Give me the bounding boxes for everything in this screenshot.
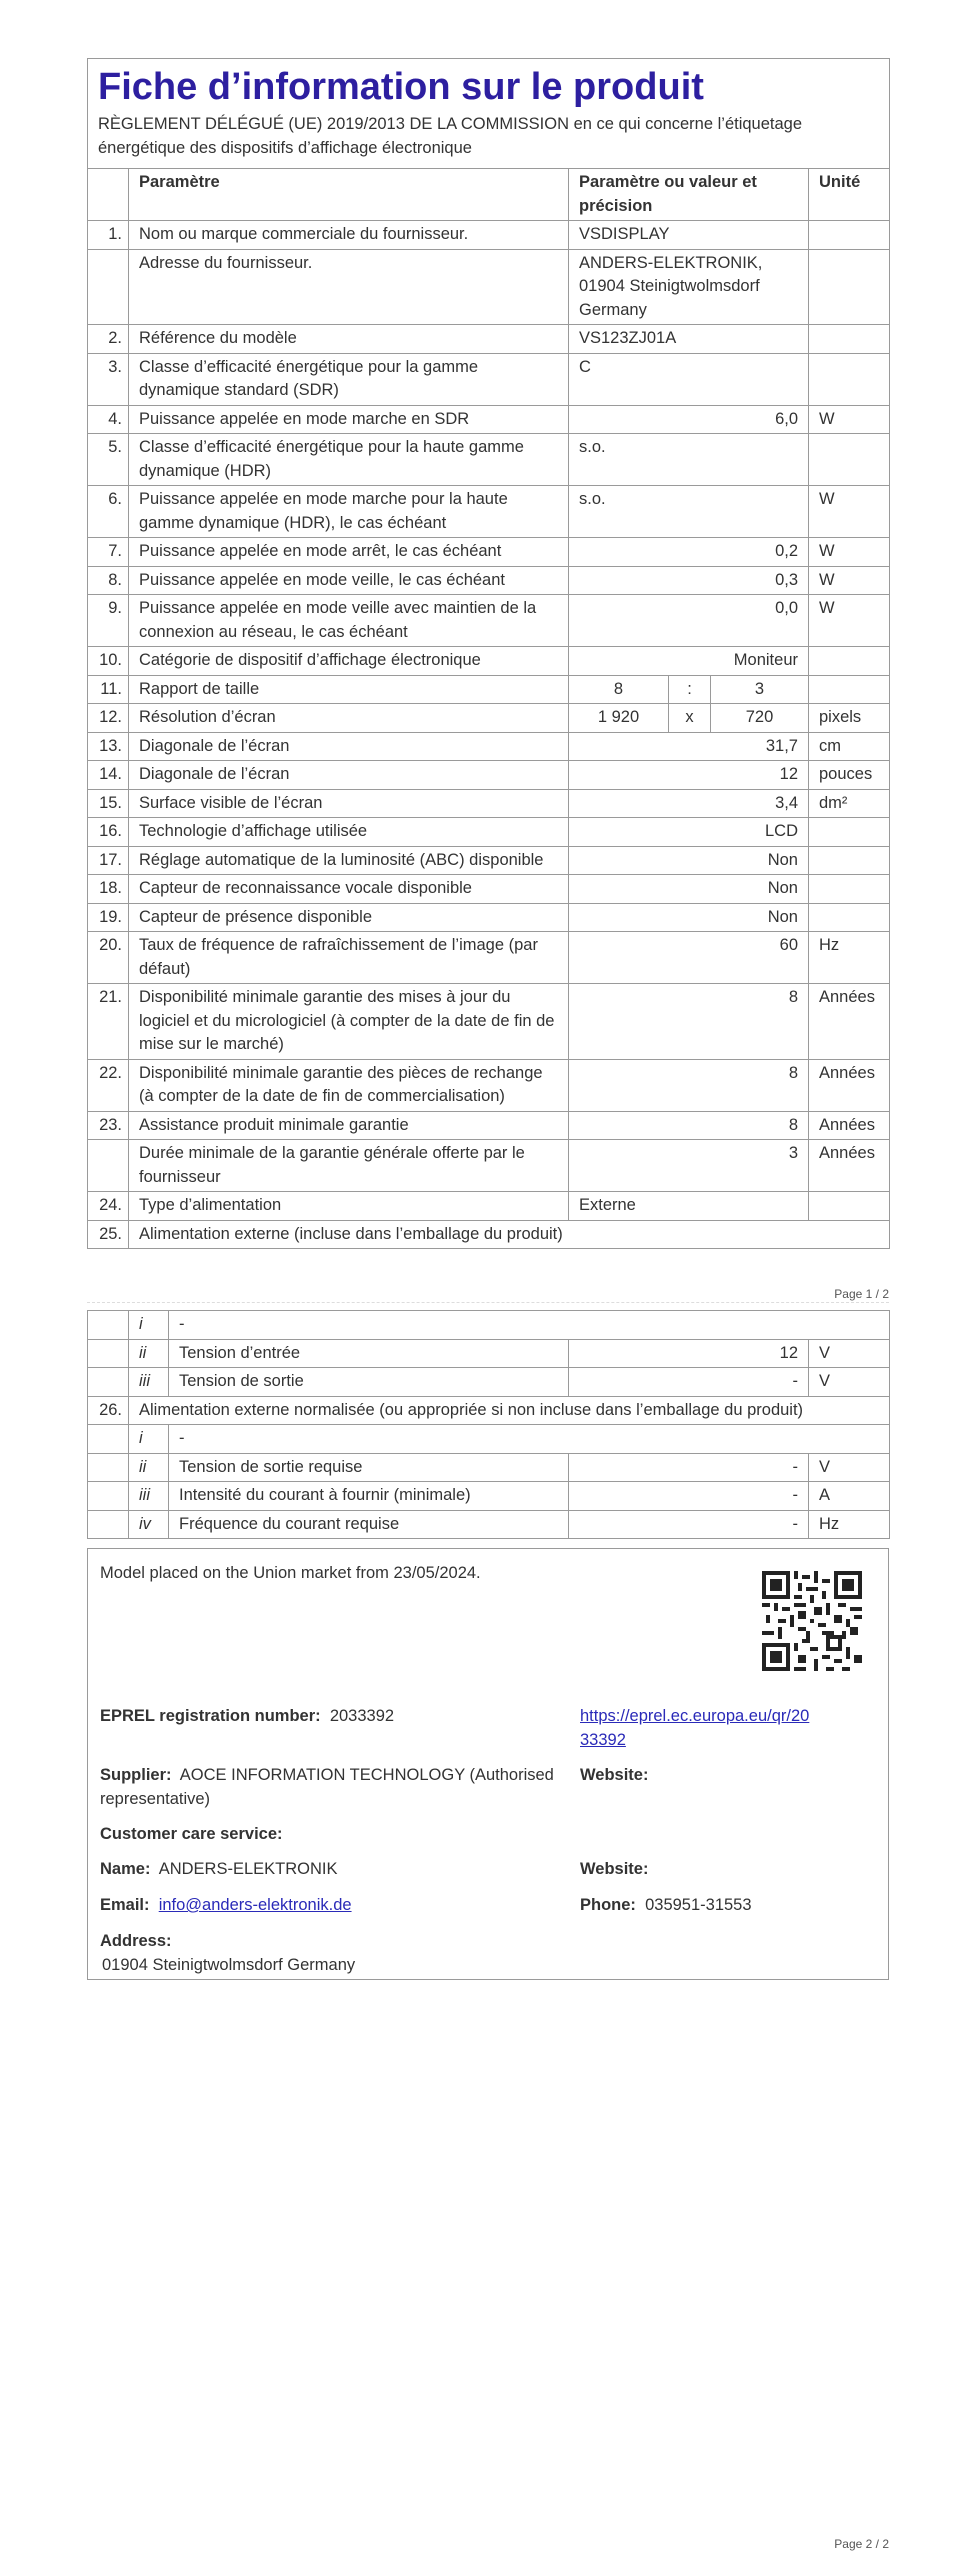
- title-cell: [88, 59, 890, 169]
- table-row: [88, 1140, 890, 1192]
- sub-index: iii: [129, 1368, 169, 1397]
- row-number: [88, 1140, 129, 1192]
- row-unit: [809, 221, 890, 250]
- sub-unit: Hz: [809, 1510, 890, 1539]
- header-value: Paramètre ou valeur et précision: [569, 169, 809, 221]
- table-row: [88, 221, 890, 250]
- row-unit: W: [809, 486, 890, 538]
- row-unit: [809, 325, 890, 354]
- header-unit: Unité: [809, 169, 890, 221]
- row-param: Résolution d’écran: [129, 704, 569, 733]
- supplier-value-cont: representative): [100, 1790, 211, 1808]
- row-number: 6.: [88, 486, 129, 538]
- row-value-a: 1 920: [569, 704, 669, 733]
- row-number: 13.: [88, 732, 129, 761]
- table-row: [88, 566, 890, 595]
- row-unit: [809, 846, 890, 875]
- row-number: 26.: [88, 1396, 129, 1425]
- row-number: 7.: [88, 538, 129, 567]
- row-value-sep: :: [669, 675, 711, 704]
- phone-label: Phone:: [580, 1896, 636, 1914]
- sub-index: i: [129, 1425, 169, 1454]
- row-unit: pouces: [809, 761, 890, 790]
- row-number: 2.: [88, 325, 129, 354]
- sub-index: ii: [129, 1339, 169, 1368]
- row-param: Capteur de présence disponible: [129, 903, 569, 932]
- row-param: Alimentation externe (incluse dans l’emballage du produit): [129, 1220, 890, 1249]
- row-number: 10.: [88, 647, 129, 676]
- row-number: 15.: [88, 789, 129, 818]
- row-number: 21.: [88, 984, 129, 1060]
- row-unit: W: [809, 595, 890, 647]
- product-fiche-page2: [87, 1310, 889, 1539]
- row-param: Classe d’efficacité énergétique pour la gamme dynamique standard (SDR): [129, 353, 569, 405]
- row-value: Externe: [569, 1192, 809, 1221]
- table-row: [88, 1311, 890, 1340]
- page-subtitle: RÈGLEMENT DÉLÉGUÉ (UE) 2019/2013 DE LA COMMISSION en ce qui concerne l’étiquetage énergétique des dispositifs d’affichage électronique: [98, 115, 803, 157]
- phone-value: 035951-31553: [645, 1896, 752, 1914]
- row-unit: [809, 434, 890, 486]
- name-line: [100, 1857, 338, 1881]
- sub-index: i: [129, 1311, 169, 1340]
- table-row: [88, 1111, 890, 1140]
- eprel-link[interactable]: https://eprel.ec.europa.eu/qr/20: [580, 1707, 810, 1725]
- row-param: Puissance appelée en mode veille, le cas échéant: [129, 566, 569, 595]
- row-param: Disponibilité minimale garantie des mises à jour du logiciel et du micrologiciel (à compter de la date de fin de mise sur le marché): [129, 984, 569, 1060]
- supplier-line: [100, 1763, 570, 1811]
- sub-value: 12: [569, 1339, 809, 1368]
- product-info-table: [87, 58, 890, 1249]
- row-value: 3: [569, 1140, 809, 1192]
- table-row: [88, 761, 890, 790]
- row-value: 8: [569, 984, 809, 1060]
- table-row: [88, 1368, 890, 1397]
- sub-unit: V: [809, 1339, 890, 1368]
- table-row: [88, 1220, 890, 1249]
- row-number: 12.: [88, 704, 129, 733]
- row-number: [88, 1482, 129, 1511]
- qr-code-icon[interactable]: [762, 1571, 862, 1671]
- sub-param: Tension d’entrée: [169, 1339, 569, 1368]
- row-number: [88, 1339, 129, 1368]
- row-value-b: 720: [711, 704, 809, 733]
- row-value: LCD: [569, 818, 809, 847]
- eprel-link-block: [580, 1704, 809, 1752]
- row-param: Durée minimale de la garantie générale offerte par le fournisseur: [129, 1140, 569, 1192]
- row-number: 5.: [88, 434, 129, 486]
- address-value: 01904 Steinigtwolmsdorf Germany: [102, 1956, 356, 1974]
- table-row: [88, 538, 890, 567]
- supplier-info-box: [87, 1548, 889, 1980]
- table-row: [88, 1339, 890, 1368]
- row-value: Non: [569, 846, 809, 875]
- sub-value: -: [569, 1482, 809, 1511]
- row-unit: pixels: [809, 704, 890, 733]
- row-number: 23.: [88, 1111, 129, 1140]
- table-row: [88, 732, 890, 761]
- sub-param: Tension de sortie requise: [169, 1453, 569, 1482]
- table-row: [88, 1482, 890, 1511]
- row-unit: [809, 675, 890, 704]
- row-value: 3,4: [569, 789, 809, 818]
- row-value: Non: [569, 903, 809, 932]
- row-value: 31,7: [569, 732, 809, 761]
- row-value: 8: [569, 1059, 809, 1111]
- sub-value: -: [569, 1510, 809, 1539]
- table-row: [88, 675, 890, 704]
- row-value-sep: x: [669, 704, 711, 733]
- sub-param: -: [169, 1311, 890, 1340]
- row-unit: Années: [809, 1059, 890, 1111]
- row-param: Type d’alimentation: [129, 1192, 569, 1221]
- row-param: Rapport de taille: [129, 675, 569, 704]
- row-param: Puissance appelée en mode arrêt, le cas échéant: [129, 538, 569, 567]
- row-value: Moniteur: [569, 647, 809, 676]
- row-number: [88, 1311, 129, 1340]
- table-row: [88, 903, 890, 932]
- row-param: Diagonale de l’écran: [129, 732, 569, 761]
- row-unit: Années: [809, 1140, 890, 1192]
- table-row: [88, 1192, 890, 1221]
- email-label: Email:: [100, 1896, 150, 1914]
- sub-param: Tension de sortie: [169, 1368, 569, 1397]
- sub-param: Intensité du courant à fournir (minimale): [169, 1482, 569, 1511]
- page-number-1: Page 1 / 2: [834, 1287, 889, 1301]
- row-unit: dm²: [809, 789, 890, 818]
- row-number: 9.: [88, 595, 129, 647]
- email-line: [100, 1893, 352, 1917]
- row-param: Surface visible de l’écran: [129, 789, 569, 818]
- table-row: [88, 818, 890, 847]
- row-number: 18.: [88, 875, 129, 904]
- power-supply-table: [87, 1310, 890, 1539]
- row-value: Non: [569, 875, 809, 904]
- row-param: Capteur de reconnaissance vocale disponible: [129, 875, 569, 904]
- row-number: [88, 249, 129, 325]
- row-param: Puissance appelée en mode marche en SDR: [129, 405, 569, 434]
- row-value: VSDISPLAY: [569, 221, 809, 250]
- row-number: 11.: [88, 675, 129, 704]
- website-label: Website:: [580, 1766, 649, 1784]
- row-value: 0,3: [569, 566, 809, 595]
- row-number: 20.: [88, 932, 129, 984]
- row-value-b: 3: [711, 675, 809, 704]
- row-unit: cm: [809, 732, 890, 761]
- page-title: Fiche d’information sur le produit: [98, 66, 704, 108]
- address-label: Address:: [100, 1932, 172, 1950]
- table-header-row: [88, 169, 890, 221]
- row-param: Taux de fréquence de rafraîchissement de l’image (par défaut): [129, 932, 569, 984]
- table-row: [88, 486, 890, 538]
- sub-index: iv: [129, 1510, 169, 1539]
- market-date-text: Model placed on the Union market from 23/05/2024.: [100, 1564, 481, 1582]
- row-number: 14.: [88, 761, 129, 790]
- table-row: [88, 789, 890, 818]
- row-number: 19.: [88, 903, 129, 932]
- row-param: Technologie d’affichage utilisée: [129, 818, 569, 847]
- row-unit: [809, 903, 890, 932]
- row-number: [88, 1510, 129, 1539]
- row-unit: [809, 249, 890, 325]
- table-body: [88, 221, 890, 1249]
- row-value: 60: [569, 932, 809, 984]
- table-row: [88, 1453, 890, 1482]
- product-fiche-page1: [87, 58, 889, 1249]
- row-param: Adresse du fournisseur.: [129, 249, 569, 325]
- phone-line: [580, 1893, 752, 1917]
- supplier-label: Supplier:: [100, 1766, 172, 1784]
- table-row: [88, 932, 890, 984]
- page-break: [87, 1302, 889, 1303]
- row-value: 0,0: [569, 595, 809, 647]
- power-supply-body: [88, 1311, 890, 1539]
- website2-label: Website:: [580, 1860, 649, 1878]
- row-number: 24.: [88, 1192, 129, 1221]
- row-param: Référence du modèle: [129, 325, 569, 354]
- eprel-link-cont[interactable]: 33392: [580, 1731, 626, 1749]
- row-value: 12: [569, 761, 809, 790]
- table-row: [88, 325, 890, 354]
- row-param: Puissance appelée en mode veille avec maintien de la connexion au réseau, le cas échéant: [129, 595, 569, 647]
- row-value: 8: [569, 1111, 809, 1140]
- row-unit: [809, 647, 890, 676]
- header-param: Paramètre: [129, 169, 569, 221]
- row-value: VS123ZJ01A: [569, 325, 809, 354]
- sub-value: -: [569, 1453, 809, 1482]
- eprel-label: EPREL registration number:: [100, 1707, 321, 1725]
- table-row: [88, 846, 890, 875]
- table-row: [88, 704, 890, 733]
- row-number: [88, 1425, 129, 1454]
- row-number: 16.: [88, 818, 129, 847]
- table-row: [88, 984, 890, 1060]
- row-param: Catégorie de dispositif d’affichage électronique: [129, 647, 569, 676]
- row-number: 4.: [88, 405, 129, 434]
- table-row: [88, 1396, 890, 1425]
- row-value: s.o.: [569, 486, 809, 538]
- table-row: [88, 249, 890, 325]
- row-value: 0,2: [569, 538, 809, 567]
- row-number: 3.: [88, 353, 129, 405]
- row-unit: [809, 1192, 890, 1221]
- row-param: Alimentation externe normalisée (ou appropriée si non incluse dans l’emballage du produit): [129, 1396, 890, 1425]
- row-number: 17.: [88, 846, 129, 875]
- eprel-value: 2033392: [329, 1707, 395, 1725]
- customer-care-label: Customer care service:: [100, 1825, 283, 1843]
- sub-value: -: [569, 1368, 809, 1397]
- row-number: 25.: [88, 1220, 129, 1249]
- sub-param: Fréquence du courant requise: [169, 1510, 569, 1539]
- row-value-a: 8: [569, 675, 669, 704]
- sub-unit: A: [809, 1482, 890, 1511]
- row-value: C: [569, 353, 809, 405]
- table-row: [88, 1510, 890, 1539]
- header-num: [88, 169, 129, 221]
- table-row: [88, 405, 890, 434]
- table-row: [88, 595, 890, 647]
- row-unit: Années: [809, 984, 890, 1060]
- row-number: 22.: [88, 1059, 129, 1111]
- row-number: 8.: [88, 566, 129, 595]
- table-row: [88, 434, 890, 486]
- row-param: Disponibilité minimale garantie des pièces de rechange (à compter de la date de fin de commercialisation): [129, 1059, 569, 1111]
- table-row: [88, 875, 890, 904]
- supplier-value: AOCE INFORMATION TECHNOLOGY (Authorised: [179, 1766, 554, 1784]
- row-param: Classe d’efficacité énergétique pour la haute gamme dynamique (HDR): [129, 434, 569, 486]
- eprel-line: [100, 1704, 394, 1728]
- row-value: ANDERS-ELEKTRONIK, 01904 Steinigtwolmsdorf Germany: [569, 249, 809, 325]
- name-value: ANDERS-ELEKTRONIK: [158, 1860, 338, 1878]
- row-unit: W: [809, 538, 890, 567]
- row-unit: Années: [809, 1111, 890, 1140]
- table-row: [88, 353, 890, 405]
- page-number-2: Page 2 / 2: [834, 2537, 889, 2551]
- address-block: [100, 1929, 355, 1977]
- row-value: s.o.: [569, 434, 809, 486]
- table-row: [88, 1425, 890, 1454]
- row-unit: [809, 875, 890, 904]
- sub-param: -: [169, 1425, 890, 1454]
- row-number: [88, 1453, 129, 1482]
- row-unit: W: [809, 566, 890, 595]
- table-row: [88, 647, 890, 676]
- row-param: Puissance appelée en mode marche pour la haute gamme dynamique (HDR), le cas échéant: [129, 486, 569, 538]
- row-param: Nom ou marque commerciale du fournisseur.: [129, 221, 569, 250]
- row-value: 6,0: [569, 405, 809, 434]
- row-param: Assistance produit minimale garantie: [129, 1111, 569, 1140]
- row-number: 1.: [88, 221, 129, 250]
- sub-index: ii: [129, 1453, 169, 1482]
- row-param: Réglage automatique de la luminosité (ABC) disponible: [129, 846, 569, 875]
- row-unit: W: [809, 405, 890, 434]
- row-unit: [809, 818, 890, 847]
- row-unit: Hz: [809, 932, 890, 984]
- row-unit: [809, 353, 890, 405]
- sub-unit: V: [809, 1453, 890, 1482]
- name-label: Name:: [100, 1860, 151, 1878]
- email-link[interactable]: info@anders-elektronik.de: [158, 1896, 352, 1914]
- sub-unit: V: [809, 1368, 890, 1397]
- row-param: Diagonale de l’écran: [129, 761, 569, 790]
- table-row: [88, 1059, 890, 1111]
- sub-index: iii: [129, 1482, 169, 1511]
- row-number: [88, 1368, 129, 1397]
